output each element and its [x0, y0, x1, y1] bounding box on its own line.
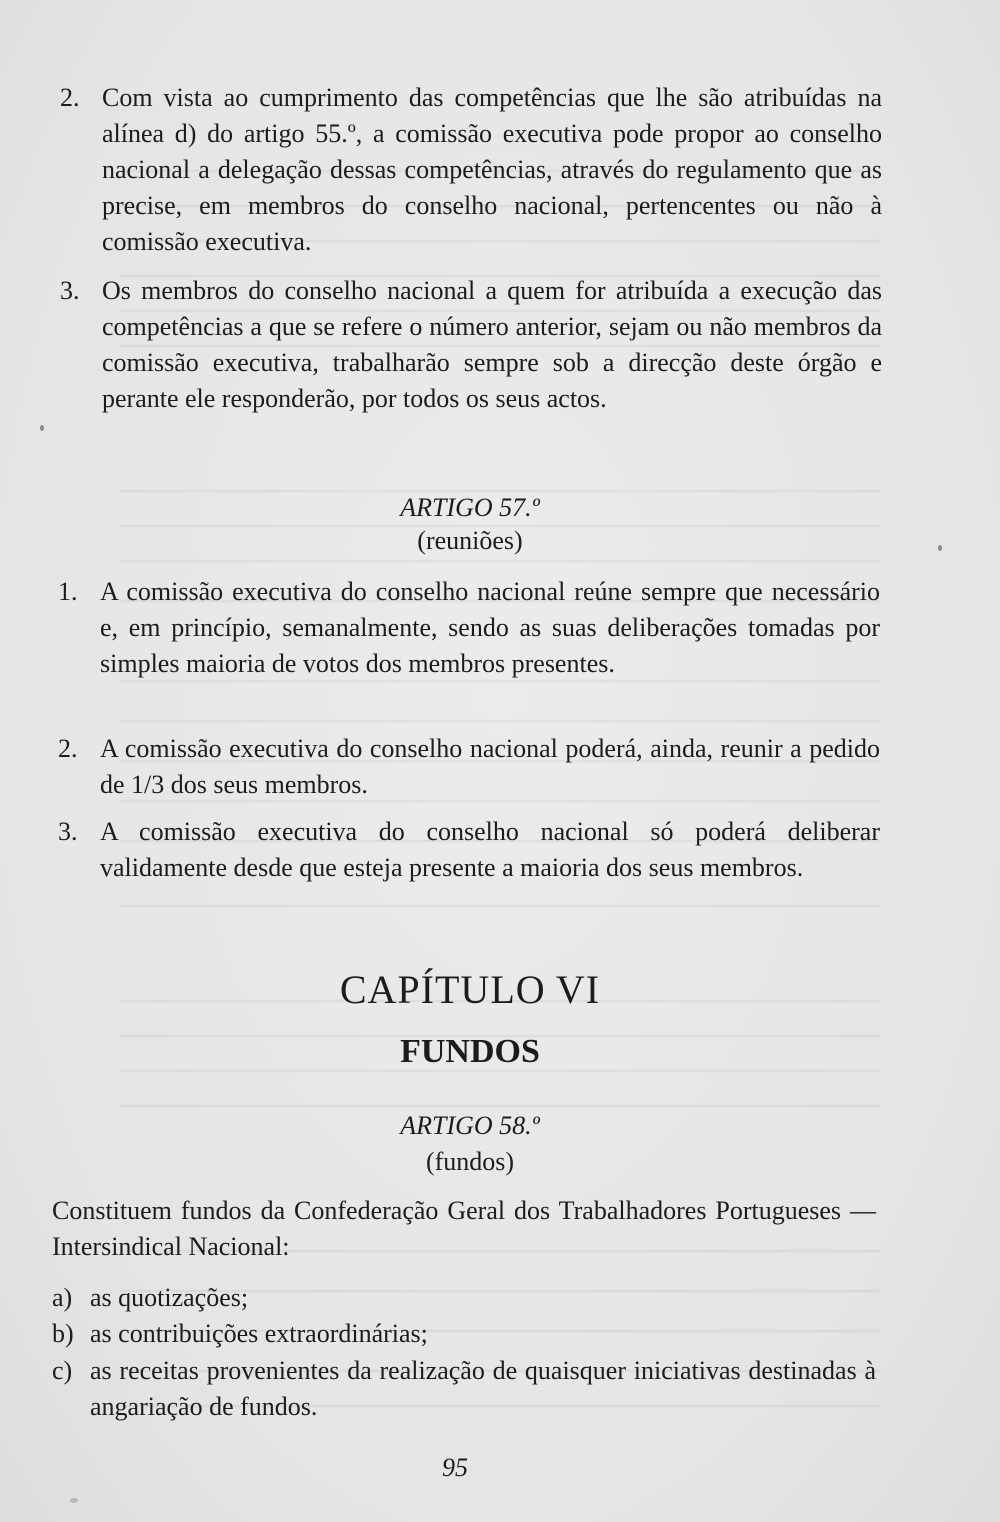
- article-58-subtitle: (fundos): [425, 1147, 515, 1176]
- item-text: A comissão executiva do conselho nacional reúne sempre que necessário e, em princípio, semanalmente, sendo as suas deliberações tomadas por simples maioria de votos dos membros presentes.: [100, 577, 880, 678]
- chapter-subtitle: FUNDOS: [400, 1033, 540, 1070]
- item-number: 1.: [58, 577, 78, 606]
- article-58-intro: Constituem fundos da Confederação Geral dos Trabalhadores Portugueses — Intersindical Nacional:: [52, 1196, 876, 1261]
- page-number: 95: [442, 1453, 468, 1482]
- article-58-title: ARTIGO 58.º: [400, 1111, 540, 1140]
- item-text: as quotizações;: [90, 1283, 249, 1312]
- article-57-item-1: [58, 574, 880, 682]
- item-text: Com vista ao cumprimento das competências que lhe são atribuídas na alínea d) do artigo 55.º, a comissão executiva pode propor ao conselho nacional a delegação dessas competências, através do regulamento que as precise, em membros do conselho nacional, pertencentes ou não à comissão executiva.: [102, 83, 882, 256]
- paragraph-item-3: [60, 273, 882, 417]
- article-57-subtitle: (reuniões): [417, 526, 523, 555]
- article-57-item-2: [58, 731, 880, 803]
- item-text: A comissão executiva do conselho nacional poderá, ainda, reunir a pedido de 1/3 dos seus membros.: [100, 734, 880, 799]
- article-57-item-3: [58, 814, 880, 886]
- paper-speck: [70, 1498, 78, 1503]
- article-58-item-c: [52, 1353, 876, 1425]
- item-letter: a): [52, 1283, 73, 1312]
- item-number: 3.: [58, 817, 78, 846]
- item-letter: b): [52, 1319, 74, 1348]
- article-57-title: ARTIGO 57.º: [400, 493, 540, 522]
- item-number: 2.: [60, 83, 80, 112]
- item-text: as contribuições extraordinárias;: [90, 1319, 428, 1348]
- article-58-item-a: [52, 1280, 876, 1316]
- item-letter: c): [52, 1356, 73, 1385]
- item-text: as receitas provenientes da realização de quaisquer iniciativas destinadas à angariação de fundos.: [90, 1356, 876, 1421]
- chapter-title: CAPÍTULO VI: [339, 967, 601, 1012]
- item-text: Os membros do conselho nacional a quem for atribuída a execução das competências a que se refere o número anterior, sejam ou não membros da comissão executiva, trabalharão sempre sob a direcção deste órgão e perante ele responderão, por todos os seus actos.: [102, 276, 882, 413]
- paper-speck: [40, 425, 44, 431]
- item-text: A comissão executiva do conselho nacional só poderá deliberar validamente desde que esteja presente a maioria dos seus membros.: [100, 817, 880, 882]
- item-number: 2.: [58, 734, 78, 763]
- paper-speck: [938, 545, 942, 551]
- paragraph-item-2: [60, 80, 882, 260]
- article-58-item-b: [52, 1316, 876, 1352]
- item-number: 3.: [60, 276, 80, 305]
